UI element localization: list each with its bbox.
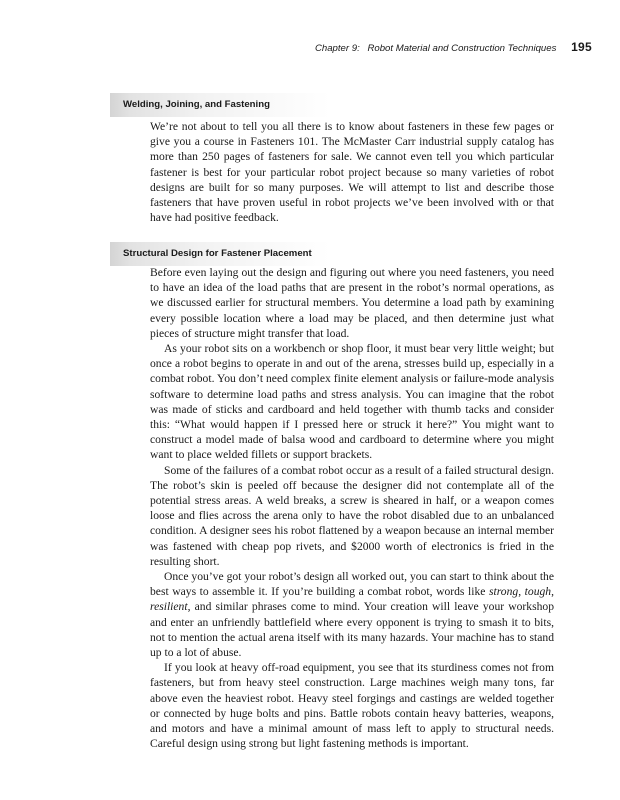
paragraph-text: , bbox=[551, 585, 554, 599]
paragraph: Before even laying out the design and figuring out where you need fasteners, you need to have an idea of the load paths that are present in the robot’s normal operations, as we discussed earlier for structural members. You determine a load path by examining every possible location where a load may be placed, and then determine just what pieces of structure might transfer that load. bbox=[150, 266, 554, 340]
paragraph: Some of the failures of a combat robot occur as a result of a failed structural design. The robot’s skin is peeled off because the designer did not contemplate all of the potential stress areas. A weld breaks, a screw is sheared in half, or a weapon comes loose and flies across the arena only to have the robot disabled due to an unbalanced condition. A designer sees his robot flattened by a weapon because an internal member was fastened with cheap pop rivets, and $2000 worth of electronics is fried in the resulting short. bbox=[150, 463, 554, 568]
emphasis-resilient: resilient bbox=[150, 600, 188, 614]
emphasis-strong: strong bbox=[488, 585, 519, 599]
emphasis-tough: tough bbox=[524, 585, 552, 599]
paragraph: If you look at heavy off-road equipment, you see that its sturdiness comes not from fasteners, but from heavy steel construction. Large machines weigh many tons, far above even the heaviest robot. Heavy steel forgings and castings are welded together or connected by huge bolts and pins. Battle robots contain heavy batteries, weapons, and motors and have a minimal amount of mass left to apply to structural needs. Careful design using strong but light fastening methods is important. bbox=[150, 661, 554, 751]
chapter-title: Robot Material and Construction Techniques bbox=[367, 43, 557, 54]
paragraph-text: Once you’ve got your robot’s design all worked out, you can start to think about the best ways to assemble it. If you’re building a combat robot, words like bbox=[150, 570, 554, 599]
page-number: 195 bbox=[571, 40, 592, 54]
section-body-structural-design bbox=[150, 265, 554, 752]
running-head bbox=[150, 40, 592, 54]
paragraph: As your robot sits on a workbench or shop floor, it must bear very little weight; but once a robot begins to operate in and out of the arena, stresses build up, especially in a combat robot. You don’t need complex finite element analysis or failure-mode analysis software to determine load paths and stress analysis. You can imagine that the robot was made of sticks and cardboard and held together with thumb tacks and consider this: “What would happen if I pressed here or struck it here?” You might want to construct a model made of balsa wood and cardboard to determine where you might want to place welded fillets or support brackets. bbox=[150, 342, 554, 462]
chapter-label: Chapter 9: bbox=[314, 43, 360, 54]
section-body-welding bbox=[150, 119, 554, 225]
section-heading-structural-design: Structural Design for Fastener Placement bbox=[110, 242, 370, 266]
paragraph-text: , and similar phrases come to mind. Your creation will leave your workshop and enter an unfriendly battlefield where every opponent is trying to smash it to bits, not to mention the actual arena itself with its many hazards. Your machine has to stand up to a lot of abuse. bbox=[150, 600, 554, 660]
paragraph: We’re not about to tell you all there is to know about fasteners in these few pages or give you a course in Fasteners 101. The McMaster Carr industrial supply catalog has more than 250 pages of fasteners for sale. We cannot even tell you which particular fastener is best for your particular robot project because so many varieties of robot designs are built for so many purposes. We will attempt to list and describe those fasteners that have proven useful in robot projects we’ve been involved with or that have had positive feedback. bbox=[150, 120, 554, 225]
paragraph bbox=[150, 569, 554, 660]
paragraph-text: , bbox=[518, 585, 525, 599]
section-heading-welding: Welding, Joining, and Fastening bbox=[110, 93, 370, 117]
